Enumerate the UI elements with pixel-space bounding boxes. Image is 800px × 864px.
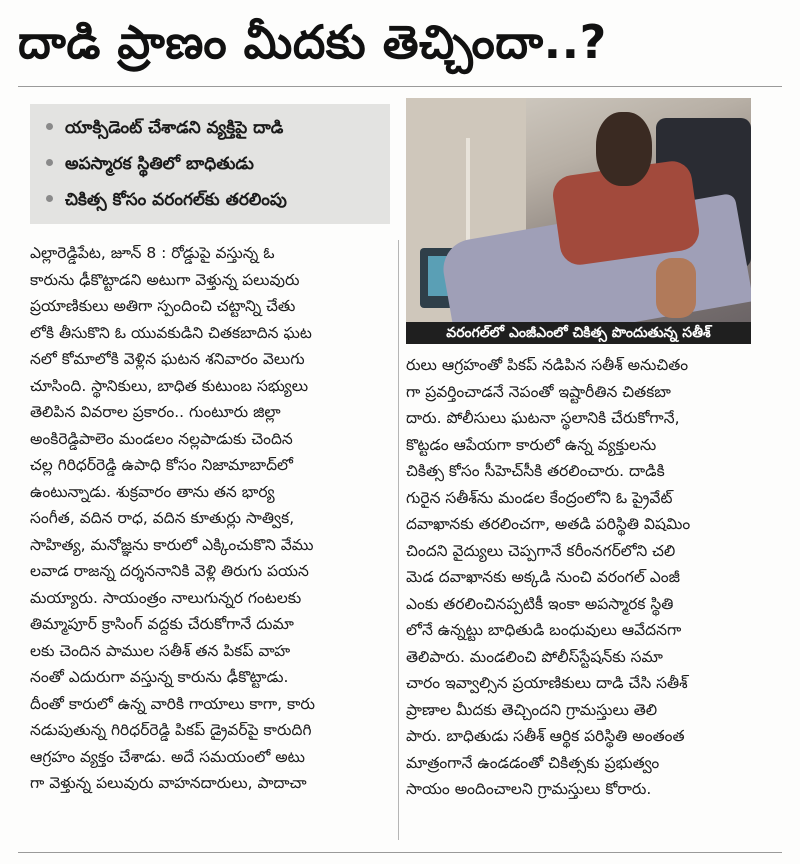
highlight-text: యాక్సిడెంట్ చేశాడని వ్యక్తిపై దాడి <box>65 118 284 138</box>
highlight-text: చికిత్స కోసం వరంగల్‌కు తరలింపు <box>65 190 287 210</box>
bullet-icon <box>46 159 53 166</box>
body-line: తెలిపారు. మండలించి పోలీస్‌స్టేషన్‌కు సమా <box>406 647 663 666</box>
body-line: లోనే ఉన్నట్టు బాధితుడి బంధువులు ఆవేదనగా <box>406 621 682 639</box>
body-line: చారం ఇవ్వాల్సిన ప్రయాణికులు దాడి చేసి సతీశ్ <box>406 674 688 692</box>
body-line: మయ్యారు. సాయంత్రం నాలుగున్నర గంటలకు <box>30 588 302 607</box>
body-line: గురైన సతీశ్‌ను మండల కేంద్రంలోని ఓ ప్రైవేట్ <box>406 488 673 507</box>
body-line: ప్రయాణికులు అతిగా స్పందించి చట్టాన్ని చేతు <box>30 297 296 315</box>
divider <box>18 852 782 853</box>
body-line: సాయం అందించాలని గ్రామస్తులు కోరారు. <box>406 780 652 798</box>
column-divider <box>398 240 399 840</box>
body-line: ఎంకు తరలించినప్పటికీ ఇంకా అపస్మారక స్థితి <box>406 594 674 613</box>
body-line: లోకి తీసుకొని ఓ యువకుడిని చితకబాదిన ఘట <box>30 323 312 342</box>
highlight-item <box>40 146 380 182</box>
bullet-icon <box>46 195 53 202</box>
body-line: నంతో ఎదురుగా వస్తున్న కారును ఢీకొట్టాడు. <box>30 668 289 686</box>
body-line: కొట్టడం ఆపేయగా కారులో ఉన్న వ్యక్తులను <box>406 435 657 454</box>
body-line: దీంతో కారులో ఉన్న వారికి గాయాలు కాగా, కారు <box>30 694 315 713</box>
body-line: ఎల్లారెడ్డిపేట, జూన్ 8 : రోడ్డుపై వస్తున్న ఓ <box>30 244 275 262</box>
body-line: ఉంటున్నాడు. శుక్రవారం తాను తన భార్య <box>30 482 275 501</box>
body-line: నలో కోమాలోకి వెళ్లిన ఘటన శనివారం వెలుగు <box>30 350 305 368</box>
photo-caption: వరంగల్‌లో ఎంజీఎంలో చికిత్స పొందుతున్న సతీశ్ <box>406 322 751 344</box>
body-line: ఆగ్రహం వ్యక్తం చేశాడు. అదే సమయంలో అటు <box>30 747 305 766</box>
body-line: లవాడ రాజన్న దర్శననానికి వెళ్లి తిరుగు పయన <box>30 562 309 580</box>
body-line: చికిత్స కోసం సీహెచ్‌సీకి తరలించారు. దాడికి <box>406 462 665 480</box>
highlight-text: అపస్మారక స్థితిలో బాధితుడు <box>65 154 254 174</box>
body-line: పారు. బాధితుడు సతీశ్ ఆర్థిక పరిస్థితి అంతంత <box>406 727 685 745</box>
body-line: తెలిపిన వివరాల ప్రకారం.. గుంటూరు జిల్లా <box>30 403 281 421</box>
headline: దాడి ప్రాణం మీదకు తెచ్చిందా..? <box>18 15 607 69</box>
body-line: లకు చెందిన పాముల సతీశ్ తన పికప్ వాహ <box>30 641 291 660</box>
bullet-icon <box>46 123 53 130</box>
highlights-box <box>30 104 390 224</box>
body-line: సంగీత, వదిన రాధ, వదిన కూతుర్లు సాత్విక, <box>30 509 295 527</box>
highlight-item <box>40 182 380 218</box>
body-line: చిందని వైద్యులు చెప్పగానే కరీంనగర్‌లోని చలి <box>406 541 676 560</box>
body-line: అంకిరెడ్డిపాలెం మండలం నల్లపాడుకు చెందిన <box>30 429 293 448</box>
body-line: ప్రాణాల మీదకు తెచ్చిందని గ్రామస్తులు తెలి <box>406 700 658 719</box>
body-line: మాత్రంగానే ఉండడంతో చికిత్సకు ప్రభుత్వం <box>406 753 660 772</box>
article-column-right <box>406 352 751 803</box>
body-line: మెడ దవాఖానకు అక్కడి నుంచి వరంగల్ ఎంజీ <box>406 568 680 586</box>
body-line: దవాఖానకు తరలించగా, అతడి పరిస్థితి విషమిం <box>406 515 691 533</box>
body-line: దారు. పోలీసులు ఘటనా స్థలానికి చేరుకోగానే, <box>406 409 680 427</box>
body-line: చూసింది. స్థానికులు, బాధిత కుటుంబ సభ్యులు <box>30 376 309 395</box>
divider <box>18 86 782 87</box>
body-line: గా ప్రవర్తించాడనే నెపంతో ఇష్టారీతిన చితకబా <box>406 382 671 401</box>
body-line: నడుపుతున్న గిరిధర్‌రెడ్డి పికప్ డ్రైవర్‌పై కారుదిగి <box>30 721 312 739</box>
body-line: కారును ఢీకొట్టాడని అటుగా వెళ్తున్న పలువురు <box>30 270 300 289</box>
news-photo <box>406 98 751 322</box>
highlight-item <box>40 110 380 146</box>
body-line: రులు ఆగ్రహంతో పికప్ నడిపిన సతీశ్ అనుచితం <box>406 356 689 374</box>
article-column-left <box>30 240 390 797</box>
body-line: గా వెళ్తున్న పలువురు వాహనదారులు, పాదాచా <box>30 774 307 792</box>
body-line: చల్ల గిరిధర్‌రెడ్డి ఉపాధి కోసం నిజామాబాద్‌లో <box>30 456 293 474</box>
body-line: తిమ్మాపూర్ క్రాసింగ్ వద్దకు చేరుకోగానే దుమా <box>30 615 294 633</box>
body-line: సాహిత్య, మనోజ్ఞను కారులో ఎక్కించుకొని వేము <box>30 535 314 554</box>
